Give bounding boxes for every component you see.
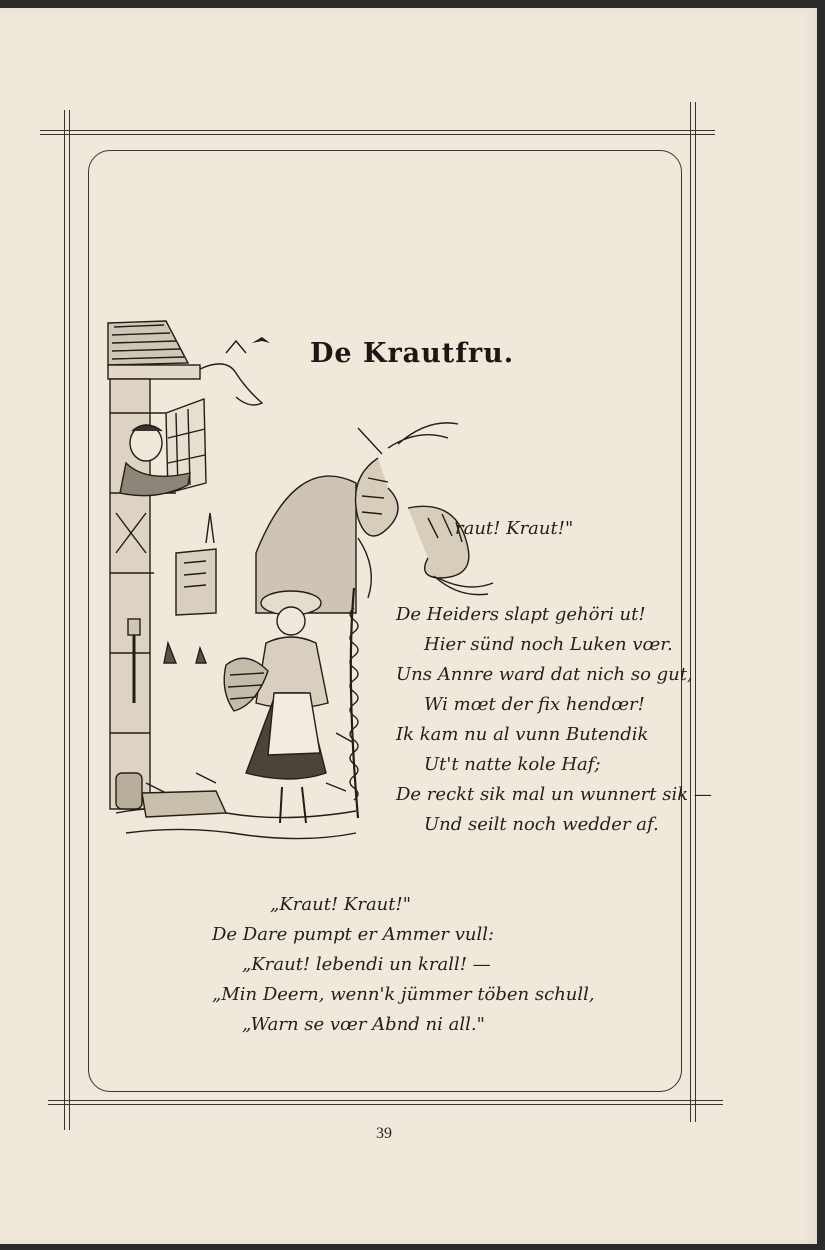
stanza2-line-1: „Kraut! Kraut!" [270,894,412,915]
stanza1-line-2: Hier sünd noch Luken vœr. [424,634,673,655]
opening-line-continuation: raut! Kraut!" [455,518,574,539]
frame-left-line-outer [64,110,65,1130]
frame-top-line-inner [40,134,715,135]
stanza2-line-2: De Dare pumpt er Ammer vull: [212,924,495,945]
poem-title: De Krautfru. [310,338,515,369]
book-page [0,8,817,1244]
page-number: 39 [376,1125,392,1142]
stanza1-line-6: Ut't natte kole Haf; [424,754,601,775]
stanza1-line-7: De reckt sik mal un wunnert sik — [396,784,712,805]
frame-bottom-line-inner [48,1100,723,1101]
stanza1-line-5: Ik kam nu al vunn Butendik [396,724,649,745]
stanza1-line-8: Und seilt noch wedder af. [424,814,659,835]
stanza2-line-4: „Min Deern, wenn'k jümmer töben schull, [212,984,595,1005]
stanza1-line-3: Uns Annre ward dat nich so gut, [396,664,693,685]
shrimp-initial-ornament [318,418,498,838]
frame-right-line-inner [690,102,691,1122]
stanza2-line-3: „Kraut! lebendi un krall! — [242,954,491,975]
stanza1-line-1: De Heiders slapt gehöri ut! [396,604,646,625]
frame-right-line-outer [695,102,696,1122]
stanza1-line-4: Wi mœt der fix hendœr! [424,694,645,715]
stanza2-line-5: „Warn se vœr Abnd ni all." [242,1014,485,1035]
frame-bottom-line-outer [48,1104,723,1105]
frame-left-line-inner [69,110,70,1130]
frame-top-line-outer [40,130,715,131]
